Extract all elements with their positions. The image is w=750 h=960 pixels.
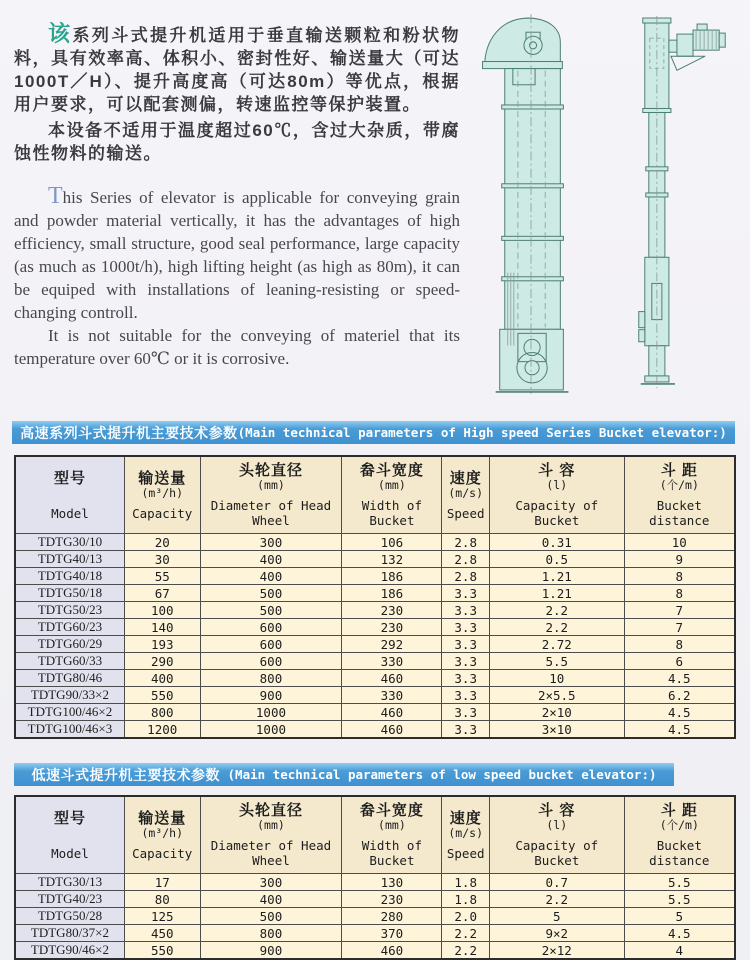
value-cell: 2×12 <box>489 942 624 960</box>
value-cell: 10 <box>489 670 624 687</box>
table-row <box>15 585 735 602</box>
table-row <box>15 687 735 704</box>
model-cell: TDTG50/18 <box>15 585 124 602</box>
value-cell: 292 <box>342 636 442 653</box>
value-cell: 6 <box>624 653 735 670</box>
value-cell: 67 <box>124 585 200 602</box>
column-header: 型号 Model <box>15 456 124 534</box>
value-cell: 3.3 <box>442 670 490 687</box>
value-cell: 1.21 <box>489 585 624 602</box>
value-cell: 400 <box>200 568 342 585</box>
column-header: 畚斗宽度 (mm) Width of Bucket <box>342 796 442 874</box>
value-cell: 17 <box>124 874 200 891</box>
value-cell: 3.3 <box>442 585 490 602</box>
value-cell: 1000 <box>200 721 342 739</box>
column-header: 型号 Model <box>15 796 124 874</box>
table-row <box>15 891 735 908</box>
value-cell: 800 <box>200 670 342 687</box>
low-speed-spec-table <box>14 795 736 960</box>
value-cell: 5 <box>624 908 735 925</box>
chinese-paragraph-2: 本设备不适用于温度超过60℃，含过大杂质，带腐蚀性物料的输送。 <box>14 121 460 163</box>
value-cell: 460 <box>342 721 442 739</box>
model-cell: TDTG50/28 <box>15 908 124 925</box>
chinese-paragraph-1-text: 系列斗式提升机适用于垂直输送颗粒和粉状物料，具有效率高、体积小、密封性好、输送量大（可达1000T／H）、提升高度高（可达80m）等优点，根据用户要求，可以配套测偏，转速监控等保护装置。 <box>14 26 460 114</box>
table-row <box>15 619 735 636</box>
model-cell: TDTG30/13 <box>15 874 124 891</box>
value-cell: 0.31 <box>489 534 624 551</box>
value-cell: 5.5 <box>624 874 735 891</box>
elevator-diagrams <box>460 8 750 403</box>
value-cell: 400 <box>124 670 200 687</box>
table-row <box>15 551 735 568</box>
high-speed-section-title-bar <box>12 421 735 444</box>
value-cell: 400 <box>200 551 342 568</box>
value-cell: 2.2 <box>442 925 490 942</box>
value-cell: 3.3 <box>442 687 490 704</box>
value-cell: 9×2 <box>489 925 624 942</box>
value-cell: 8 <box>624 585 735 602</box>
value-cell: 4.5 <box>624 670 735 687</box>
value-cell: 5.5 <box>489 653 624 670</box>
value-cell: 330 <box>342 653 442 670</box>
value-cell: 3.3 <box>442 636 490 653</box>
column-header: 速度 (m/s) Speed <box>442 796 490 874</box>
value-cell: 500 <box>200 585 342 602</box>
table-row <box>15 670 735 687</box>
header-row <box>15 796 735 874</box>
low-speed-title-en <box>220 767 228 782</box>
value-cell: 5 <box>489 908 624 925</box>
value-cell: 2.0 <box>442 908 490 925</box>
value-cell: 2.8 <box>442 534 490 551</box>
model-cell: TDTG80/37×2 <box>15 925 124 942</box>
english-paragraph-1 <box>14 185 460 324</box>
model-cell: TDTG80/46 <box>15 670 124 687</box>
low-speed-title-cn: 低速斗式提升机主要技术参数 <box>31 766 220 783</box>
value-cell: 30 <box>124 551 200 568</box>
model-cell: TDTG30/10 <box>15 534 124 551</box>
lead-character-cn: 该 <box>48 21 73 46</box>
bucket-elevator-front-view-diagram <box>480 12 576 396</box>
high-speed-title-en: (Main technical parameters of High speed Series Bucket elevator:) <box>237 425 727 440</box>
value-cell: 300 <box>200 874 342 891</box>
value-cell: 2×10 <box>489 704 624 721</box>
model-cell: TDTG90/33×2 <box>15 687 124 704</box>
value-cell: 4.5 <box>624 721 735 739</box>
value-cell: 80 <box>124 891 200 908</box>
value-cell: 140 <box>124 619 200 636</box>
value-cell: 10 <box>624 534 735 551</box>
value-cell: 230 <box>342 602 442 619</box>
value-cell: 130 <box>342 874 442 891</box>
value-cell: 186 <box>342 585 442 602</box>
value-cell: 4.5 <box>624 925 735 942</box>
model-cell: TDTG40/18 <box>15 568 124 585</box>
lead-character-en: T <box>48 183 63 209</box>
value-cell: 600 <box>200 636 342 653</box>
value-cell: 55 <box>124 568 200 585</box>
column-header: 头轮直径 (mm) Diameter of Head Wheel <box>200 456 342 534</box>
model-cell: TDTG60/23 <box>15 619 124 636</box>
value-cell: 125 <box>124 908 200 925</box>
value-cell: 500 <box>200 908 342 925</box>
low-speed-title-en-text: (Main technical parameters of low speed bucket elevator:) <box>227 767 657 782</box>
column-header: 输送量 (m³/h) Capacity <box>124 796 200 874</box>
model-cell: TDTG100/46×3 <box>15 721 124 739</box>
value-cell: 1200 <box>124 721 200 739</box>
value-cell: 132 <box>342 551 442 568</box>
value-cell: 106 <box>342 534 442 551</box>
column-header: 斗 容 (l) Capacity of Bucket <box>489 456 624 534</box>
value-cell: 7 <box>624 602 735 619</box>
value-cell: 550 <box>124 687 200 704</box>
english-text-block <box>14 185 460 370</box>
english-paragraph-1-text: his Series of elevator is applicable for conveying grain and powder material vertically, it has the advantages of high efficiency, small structure, good seal performance, large capacity (as much as 1000t/h), high lifting height (as high as 80m), it can be equiped with installations of leaning-resisting or speed-changing controll. <box>14 188 460 322</box>
value-cell: 3.3 <box>442 721 490 739</box>
value-cell: 550 <box>124 942 200 960</box>
value-cell: 460 <box>342 942 442 960</box>
value-cell: 800 <box>200 925 342 942</box>
value-cell: 2.8 <box>442 568 490 585</box>
table-row <box>15 925 735 942</box>
intro-text-column <box>14 22 460 370</box>
value-cell: 186 <box>342 568 442 585</box>
value-cell: 370 <box>342 925 442 942</box>
value-cell: 0.5 <box>489 551 624 568</box>
table-row <box>15 874 735 891</box>
model-cell: TDTG60/29 <box>15 636 124 653</box>
value-cell: 1.21 <box>489 568 624 585</box>
model-cell: TDTG50/23 <box>15 602 124 619</box>
value-cell: 290 <box>124 653 200 670</box>
value-cell: 900 <box>200 687 342 704</box>
value-cell: 3.3 <box>442 619 490 636</box>
value-cell: 460 <box>342 704 442 721</box>
model-cell: TDTG90/46×2 <box>15 942 124 960</box>
chinese-paragraph-1 <box>14 22 460 116</box>
value-cell: 2×5.5 <box>489 687 624 704</box>
value-cell: 330 <box>342 687 442 704</box>
table-row <box>15 942 735 960</box>
value-cell: 20 <box>124 534 200 551</box>
value-cell: 4.5 <box>624 704 735 721</box>
column-header: 畚斗宽度 (mm) Width of Bucket <box>342 456 442 534</box>
value-cell: 0.7 <box>489 874 624 891</box>
table-row <box>15 908 735 925</box>
value-cell: 3.3 <box>442 602 490 619</box>
value-cell: 900 <box>200 942 342 960</box>
table-row <box>15 653 735 670</box>
value-cell: 230 <box>342 619 442 636</box>
value-cell: 600 <box>200 653 342 670</box>
high-speed-spec-table <box>14 455 736 739</box>
column-header: 斗 距 (个/m) Bucket distance <box>624 796 735 874</box>
value-cell: 400 <box>200 891 342 908</box>
value-cell: 460 <box>342 670 442 687</box>
value-cell: 500 <box>200 602 342 619</box>
value-cell: 8 <box>624 636 735 653</box>
value-cell: 300 <box>200 534 342 551</box>
column-header: 斗 容 (l) Capacity of Bucket <box>489 796 624 874</box>
value-cell: 3.3 <box>442 653 490 670</box>
column-header: 速度 (m/s) Speed <box>442 456 490 534</box>
model-cell: TDTG40/13 <box>15 551 124 568</box>
value-cell: 1.8 <box>442 874 490 891</box>
value-cell: 280 <box>342 908 442 925</box>
low-speed-section-title-bar <box>14 763 674 786</box>
value-cell: 2.72 <box>489 636 624 653</box>
column-header: 输送量 (m³/h) Capacity <box>124 456 200 534</box>
value-cell: 1000 <box>200 704 342 721</box>
high-speed-title-cn: 高速系列斗式提升机主要技术参数 <box>20 424 238 441</box>
model-cell: TDTG60/33 <box>15 653 124 670</box>
value-cell: 7 <box>624 619 735 636</box>
value-cell: 600 <box>200 619 342 636</box>
value-cell: 1.8 <box>442 891 490 908</box>
value-cell: 2.8 <box>442 551 490 568</box>
value-cell: 8 <box>624 568 735 585</box>
model-cell: TDTG100/46×2 <box>15 704 124 721</box>
table-row <box>15 704 735 721</box>
value-cell: 2.2 <box>489 619 624 636</box>
table-row <box>15 534 735 551</box>
value-cell: 100 <box>124 602 200 619</box>
value-cell: 3.3 <box>442 704 490 721</box>
value-cell: 230 <box>342 891 442 908</box>
table-row <box>15 636 735 653</box>
table-row <box>15 602 735 619</box>
table-row <box>15 568 735 585</box>
column-header: 头轮直径 (mm) Diameter of Head Wheel <box>200 796 342 874</box>
value-cell: 6.2 <box>624 687 735 704</box>
model-cell: TDTG40/23 <box>15 891 124 908</box>
value-cell: 3×10 <box>489 721 624 739</box>
value-cell: 800 <box>124 704 200 721</box>
value-cell: 450 <box>124 925 200 942</box>
table-row <box>15 721 735 739</box>
value-cell: 2.2 <box>489 891 624 908</box>
value-cell: 193 <box>124 636 200 653</box>
value-cell: 2.2 <box>489 602 624 619</box>
value-cell: 9 <box>624 551 735 568</box>
column-header: 斗 距 (个/m) Bucket distance <box>624 456 735 534</box>
value-cell: 2.2 <box>442 942 490 960</box>
english-paragraph-2: It is not suitable for the conveying of materiel that its temperature over 60℃ or it is corrosive. <box>14 326 460 368</box>
value-cell: 4 <box>624 942 735 960</box>
value-cell: 5.5 <box>624 891 735 908</box>
bucket-elevator-side-view-diagram <box>630 16 740 390</box>
header-row <box>15 456 735 534</box>
